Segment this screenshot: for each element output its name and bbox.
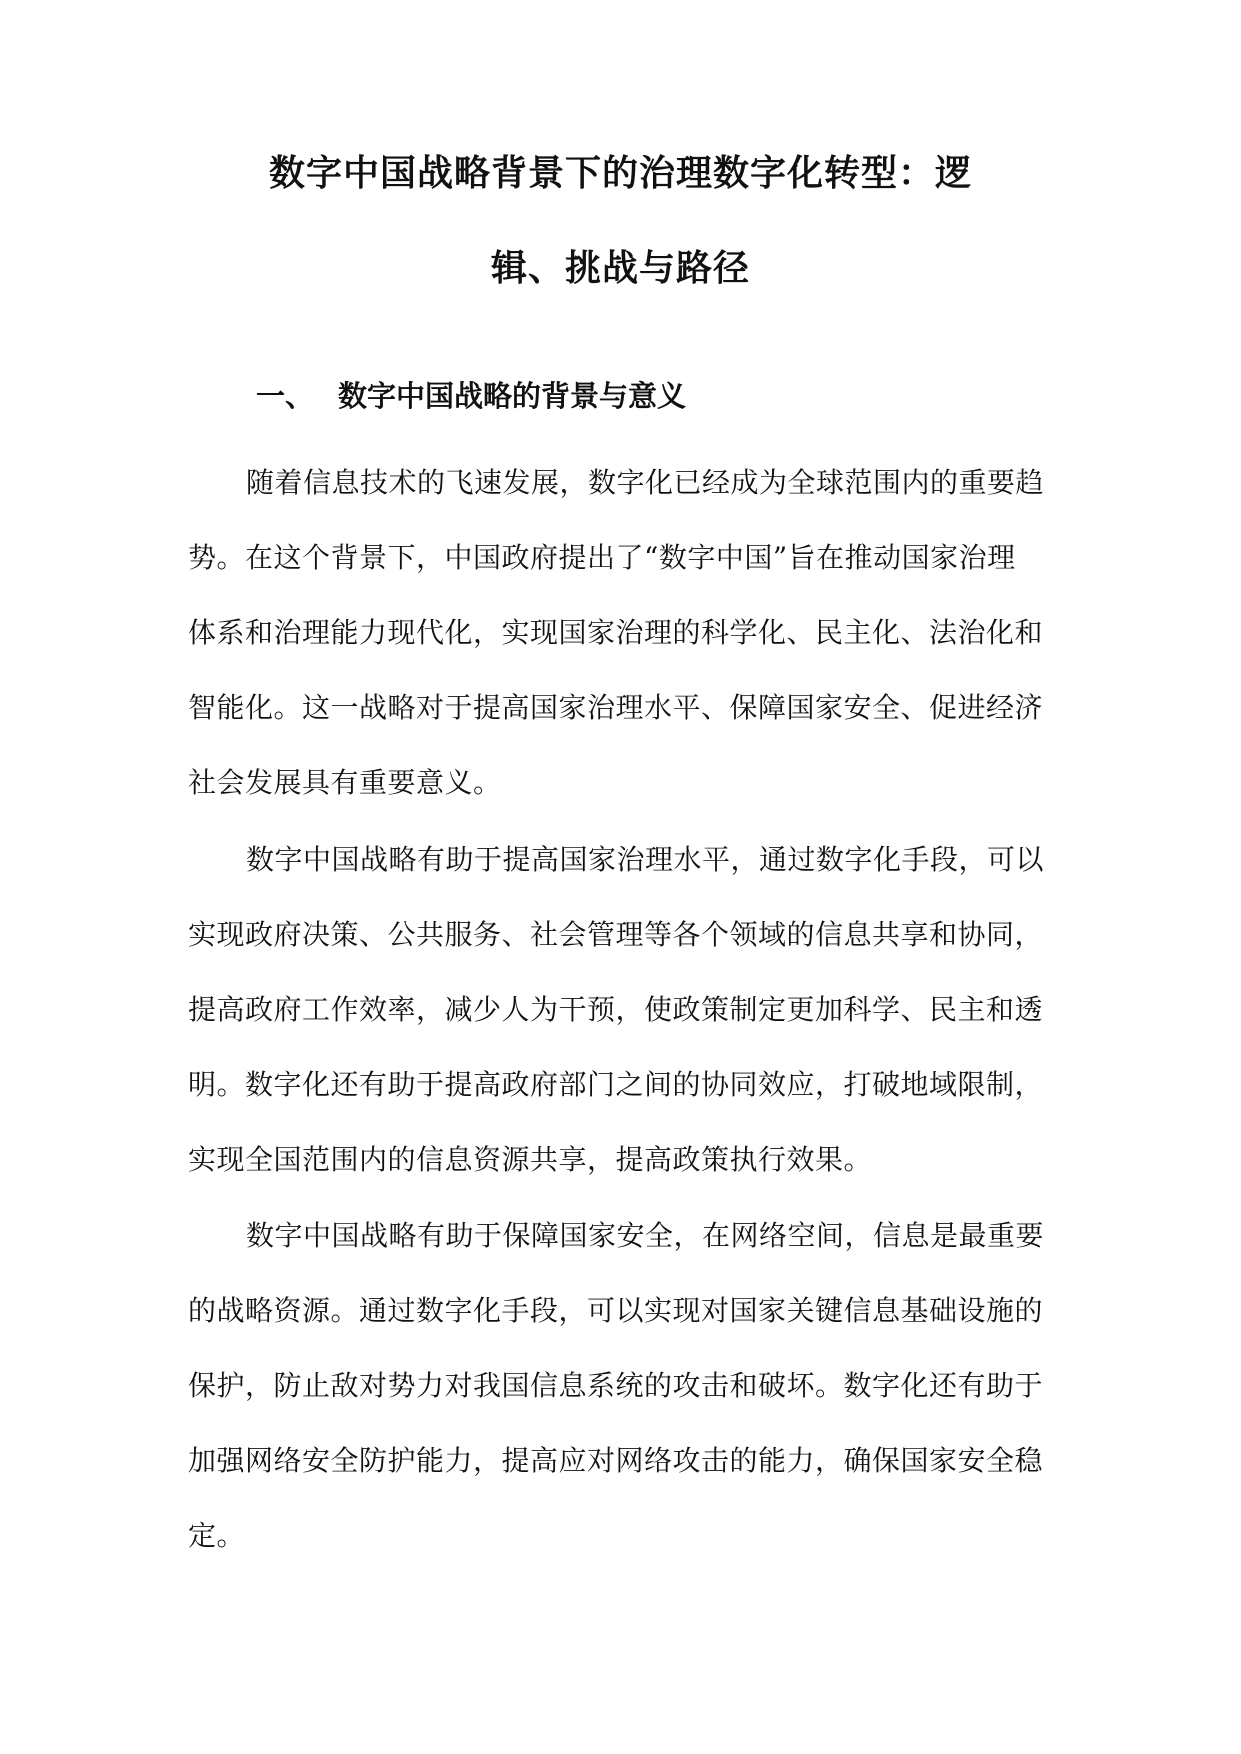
paragraph-line: 提高政府工作效率，减少人为干预，使政策制定更加科学、民主和透 (188, 993, 1044, 1026)
paragraph-line: 实现政府决策、公共服务、社会管理等各个领域的信息共享和协同， (188, 918, 1044, 951)
paragraph-line: 数字中国战略有助于提高国家治理水平，通过数字化手段，可以 (246, 843, 1045, 876)
paragraph-line: 明。数字化还有助于提高政府部门之间的协同效应，打破地域限制， (188, 1068, 1044, 1101)
paragraph-2 (188, 822, 1063, 1197)
paragraph-3 (188, 1198, 1063, 1573)
paragraph-line: 体系和治理能力现代化，实现国家治理的科学化、民主化、法治化和 (188, 616, 1044, 649)
section-title: 数字中国战略的背景与意义 (338, 379, 687, 413)
paragraph-line: 势。在这个背景下，中国政府提出了“数字中国”旨在推动国家治理 (188, 541, 1016, 574)
paragraph-line: 实现全国范围内的信息资源共享，提高政策执行效果。 (188, 1143, 873, 1176)
paragraph-line: 加强网络安全防护能力，提高应对网络攻击的能力，确保国家安全稳 (188, 1444, 1044, 1477)
document-title-line-1: 数字中国战略背景下的治理数字化转型：逻 (268, 153, 972, 194)
paragraph-line: 定。 (188, 1519, 246, 1552)
section-heading (256, 376, 686, 416)
paragraph-1 (188, 445, 1063, 820)
paragraph-line: 数字中国战略有助于保障国家安全，在网络空间，信息是最重要 (246, 1219, 1045, 1252)
document-title-line-2: 辑、挑战与路径 (490, 248, 750, 289)
paragraph-line: 随着信息技术的飞速发展，数字化已经成为全球范围内的重要趋 (246, 466, 1045, 499)
section-number: 一、 (256, 379, 315, 413)
paragraph-line: 保护，防止敌对势力对我国信息系统的攻击和破坏。数字化还有助于 (188, 1369, 1044, 1402)
paragraph-line: 智能化。这一战略对于提高国家治理水平、保障国家安全、促进经济 (188, 691, 1044, 724)
paragraph-line: 的战略资源。通过数字化手段，可以实现对国家关键信息基础设施的 (188, 1294, 1044, 1327)
paragraph-line: 社会发展具有重要意义。 (188, 766, 502, 799)
